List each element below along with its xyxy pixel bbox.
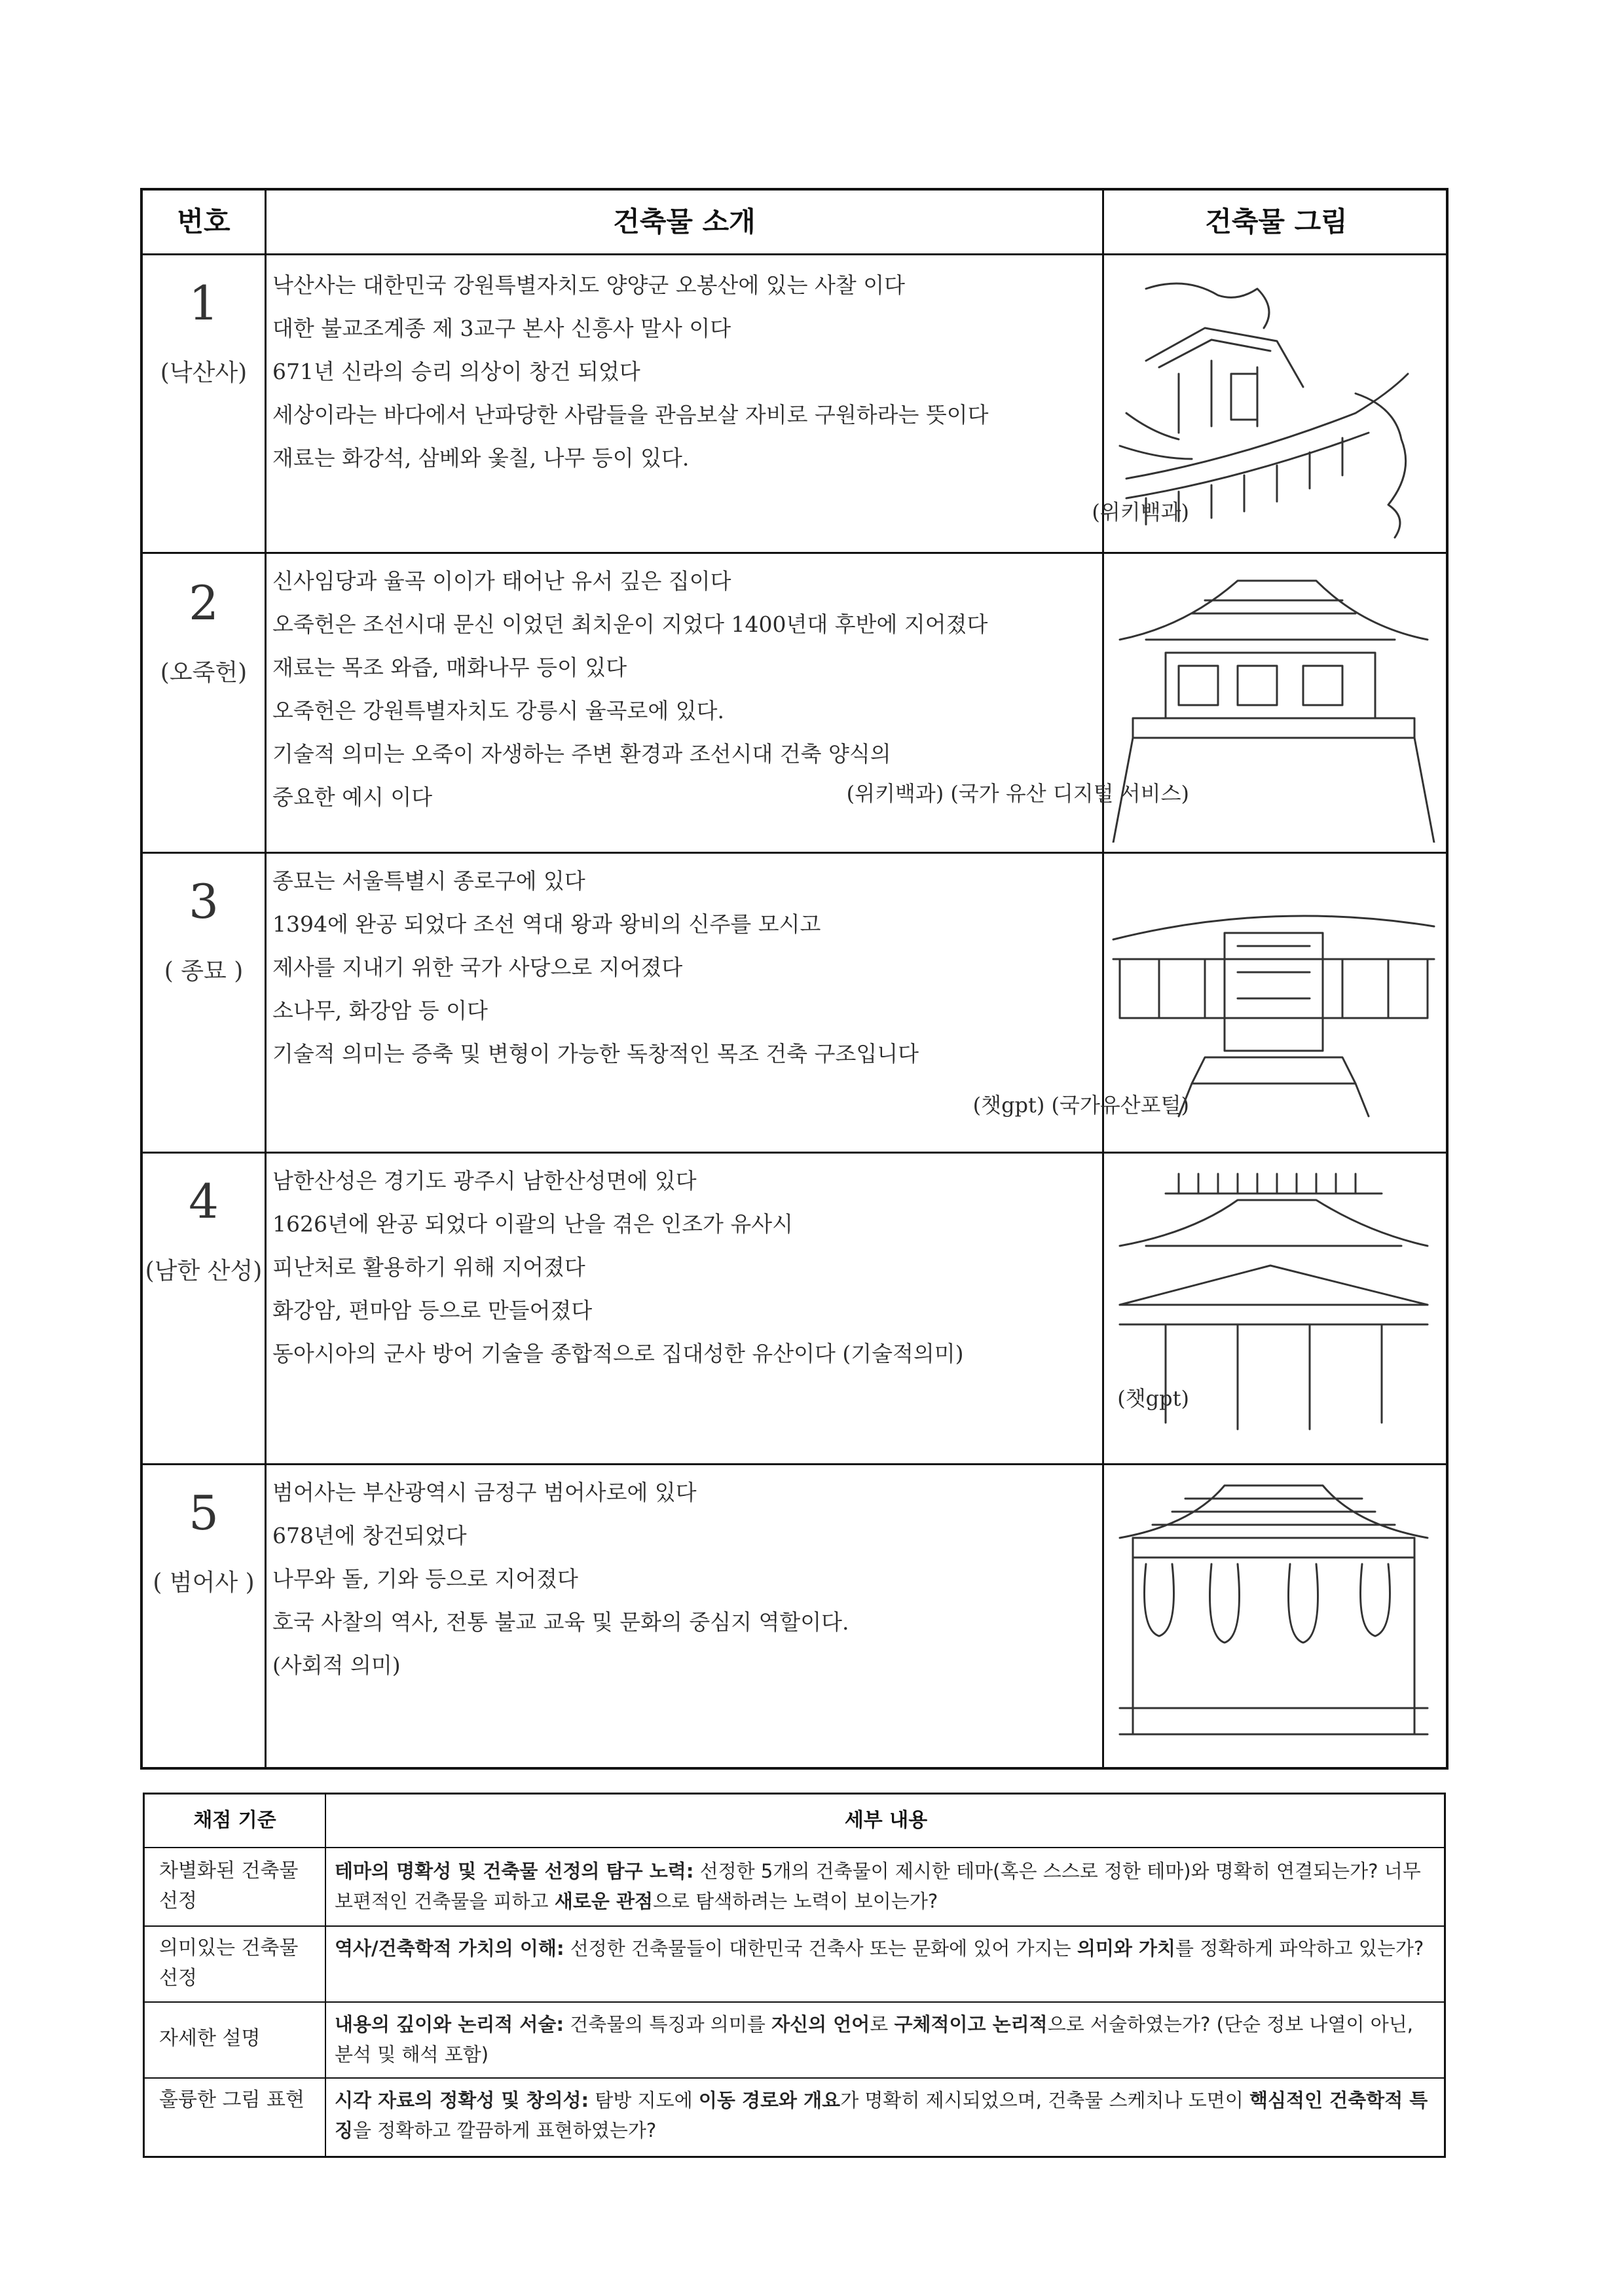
description-line: 세상이라는 바다에서 난파당한 사람들을 관음보살 자비로 구원하라는 뜻이다 [272,402,989,428]
description-line: 기술적 의미는 오죽이 자생하는 주변 환경과 조선시대 건축 양식의 [272,741,891,767]
row-number-cell [143,1174,265,1286]
row-divider [143,1463,1446,1465]
description-line: 기술적 의미는 증축 및 변형이 가능한 독창적인 목조 건축 구조입니다 [272,1041,919,1066]
rubric-detail-emphasis: 자신의 언어 [771,2013,870,2035]
header-number: 번호 [177,206,231,238]
description-line: 678년에 창건되었다 [272,1523,467,1548]
building-name: ( 종묘 ) [164,958,244,985]
building-sketch-jongmyo [1107,861,1439,1142]
shrine-sketch [1107,861,1439,1142]
rubric-criteria: 훌륭한 그림 표현 [159,2088,304,2111]
building-name: (낙산사) [160,359,248,386]
rubric-detail [335,1856,1435,1916]
row-divider [145,2077,1444,2079]
description-line: (사회적 의미) [272,1652,401,1678]
rubric-detail-emphasis: 이동 경로와 개요 [698,2089,841,2111]
rubric-detail-text: 로 [870,2013,895,2035]
rubric-detail-emphasis: 역사/건축학적 가치의 이해: [335,1937,564,1959]
source-citation: (위키백과) (국가 유산 디지털 서비스) [846,781,1189,806]
gate-sketch [1107,1472,1439,1760]
rubric-detail [335,1933,1435,1963]
rubric-detail [335,2085,1435,2145]
source-citation: (챗gpt) [1117,1386,1189,1411]
description-line: 오죽헌은 조선시대 문신 이었던 최치운이 지었다 1400년대 후반에 지어졌다 [272,611,988,637]
row-number: 5 [189,1485,219,1540]
description-line: 소나무, 화강암 등 이다 [272,998,488,1023]
rubric-detail-emphasis: 내용의 깊이와 논리적 서술: [335,2013,564,2035]
description-line: 남한산성은 경기도 광주시 남한산성면에 있다 [272,1168,697,1194]
row-number-cell [143,1485,265,1597]
row-divider [145,1847,1444,1848]
description-line: 제사를 지내기 위한 국가 사당으로 지어졌다 [272,955,683,980]
rubric-criteria: 자세한 설명 [159,2027,261,2050]
row-number-cell [143,276,265,388]
rubric-table [143,1793,1446,2158]
building-sketch-naksansa [1107,263,1439,544]
rubric-detail-text: 건축물의 특징과 의미를 [564,2013,772,2035]
row-divider [143,1152,1446,1154]
rubric-detail [335,2009,1435,2069]
rubric-detail-emphasis: 핵심적인 건축학적 특징 [335,2089,1428,2141]
header-drawing: 건축물 그림 [1205,206,1348,238]
row-number-cell [143,874,265,986]
pavilion-sketch [1107,561,1439,843]
rubric-detail-text: 을 정확하고 깔끔하게 표현하였는가? [353,2119,657,2141]
temple-sketch [1107,263,1439,544]
fortress-sketch [1107,1161,1439,1455]
description-cell [272,1471,1215,1687]
row-divider [143,552,1446,554]
rubric-detail-text: 으로 탐색하려는 노력이 보이는가? [652,1890,938,1912]
rubric-criteria: 의미있는 건축물 선정 [159,1937,299,1990]
description-line: 신사임당과 율곡 이이가 태어난 유서 깊은 집이다 [272,568,731,594]
building-name: (오죽헌) [160,659,248,686]
building-name: (남한 산성) [145,1258,263,1285]
building-sketch-beomeosa [1107,1472,1439,1760]
header-intro: 건축물 소개 [613,206,756,238]
rubric-detail-text: 선정한 건축물들이 대한민국 건축사 또는 문화에 있어 가지는 [564,1937,1077,1959]
worksheet-table [140,188,1449,1770]
row-number: 4 [189,1174,219,1229]
row-divider [145,1925,1444,1927]
description-cell [272,860,1215,1119]
rubric-detail-emphasis: 구체적이고 논리적 [894,2013,1048,2035]
row-number: 2 [189,575,219,630]
row-number: 1 [189,276,219,331]
description-line: 재료는 화강석, 삼베와 옻칠, 나무 등이 있다. [272,445,690,471]
rubric-detail-text: 선정한 5개의 건축물이 제시한 테마(혹은 스스로 정한 테마)와 명확히 연결되는가? 너무 보편적인 건축물을 피하고 [335,1860,1421,1912]
description-cell [272,264,1215,526]
row-number-cell [143,575,265,687]
building-sketch-namhansanseong [1107,1161,1439,1455]
rubric-detail-emphasis: 테마의 명확성 및 건축물 선정의 탐구 노력: [335,1860,694,1882]
rubric-detail-text: 가 명확히 제시되었으며, 건축물 스케치나 도면이 [840,2089,1249,2111]
rubric-header-detail: 세부 내용 [844,1809,928,1832]
description-line: 오죽헌은 강원특별자치도 강릉시 율곡로에 있다. [272,698,725,723]
rubric-detail-text: 를 정확하게 파악하고 있는가? [1175,1937,1424,1959]
column-divider [265,191,267,1767]
rubric-detail-text: 으로 서술하였는가? (단순 정보 나열이 아닌, 분석 및 해석 포함) [335,2013,1413,2066]
description-line: 피난처로 활용하기 위해 지어졌다 [272,1254,585,1280]
description-line: 화강암, 편마암 등으로 만들어졌다 [272,1298,593,1323]
rubric-criteria: 차별화된 건축물 선정 [159,1859,299,1912]
rubric-detail-emphasis: 시각 자료의 정확성 및 창의성: [335,2089,589,2111]
description-line: 호국 사찰의 역사, 전통 불교 교육 및 문화의 중심지 역할이다. [272,1609,849,1635]
description-line: 범어사는 부산광역시 금정구 범어사로에 있다 [272,1480,697,1505]
column-divider [325,1795,326,2156]
rubric-detail-emphasis: 의미와 가치 [1077,1937,1176,1959]
description-cell [272,1159,1215,1412]
description-line: 대한 불교조계종 제 3교구 본사 신흥사 말사 이다 [272,316,731,341]
building-sketch-ojukheon [1107,561,1439,843]
description-line: 1394에 완공 되었다 조선 역대 왕과 왕비의 신주를 모시고 [272,911,821,937]
rubric-detail-emphasis: 새로운 관점 [554,1890,653,1912]
rubric-detail-text: 탐방 지도에 [589,2089,699,2111]
row-divider [145,2001,1444,2003]
description-cell [272,560,1215,810]
description-line: 동아시아의 군사 방어 기술을 종합적으로 집대성한 유산이다 (기술적의미) [272,1341,964,1366]
description-line: 671년 신라의 승리 의상이 창건 되었다 [272,359,640,384]
source-citation: (위키백과) [1092,500,1189,524]
row-divider [143,253,1446,255]
row-divider [143,852,1446,854]
row-number: 3 [189,874,219,929]
building-name: ( 범어사 ) [153,1569,255,1596]
description-line: 재료는 목조 와즙, 매화나무 등이 있다 [272,655,627,680]
description-line: 1626년에 완공 되었다 이괄의 난을 겪은 인조가 유사시 [272,1211,793,1237]
source-citation: (챗gpt) (국가유산포털) [972,1093,1189,1118]
description-line: 중요한 예시 이다 [272,784,433,810]
description-line: 종묘는 서울특별시 종로구에 있다 [272,868,585,894]
description-line: 나무와 돌, 기와 등으로 지어졌다 [272,1566,578,1592]
rubric-header-criteria: 채점 기준 [193,1809,276,1832]
description-line: 낙산사는 대한민국 강원특별자치도 양양군 오봉산에 있는 사찰 이다 [272,272,906,298]
